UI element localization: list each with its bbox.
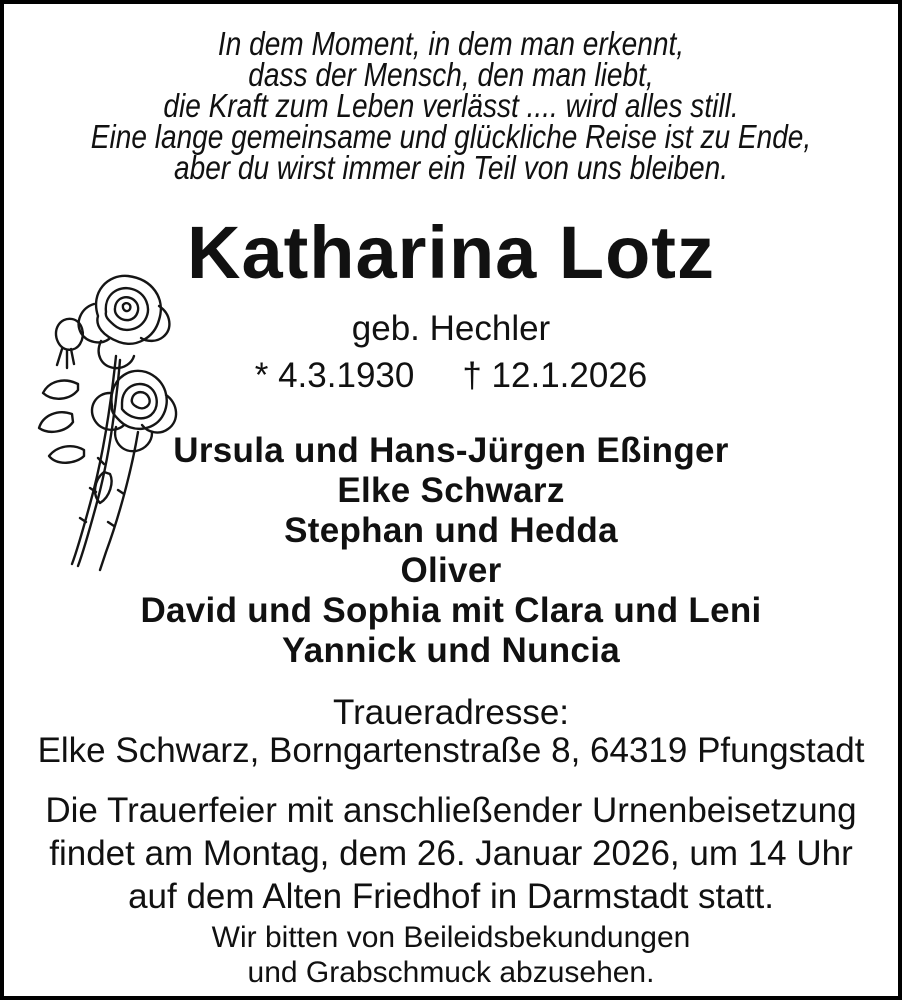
closing-line: Wir bitten von Beileidsbekundungen: [211, 921, 691, 954]
mourning-address: [4, 694, 898, 770]
mourner-name: Ursula und Hans-Jürgen Eßinger: [173, 431, 729, 470]
funeral-line: Die Trauerfeier mit anschließender Urnenbeisetzung: [45, 791, 857, 830]
life-dates: [4, 356, 898, 396]
born-date-value: 4.3.1930: [278, 356, 415, 395]
closing-note: [4, 920, 898, 990]
died-symbol: †: [462, 356, 482, 395]
mourners-list: [4, 431, 898, 671]
deceased-name: Katharina Lotz: [187, 211, 715, 294]
died-date-value: 12.1.2026: [491, 356, 648, 395]
funeral-details: [4, 789, 898, 918]
mourner-name: David und Sophia mit Clara und Leni: [140, 591, 762, 630]
mourning-address-line: Elke Schwarz, Borngartenstraße 8, 64319 Pfungstadt: [37, 731, 865, 770]
mourning-address-label: Traueradresse:: [332, 693, 570, 732]
maiden-name: geb. Hechler: [351, 309, 551, 348]
birth-date: [255, 356, 415, 396]
mourner-name: Stephan und Hedda: [284, 511, 618, 550]
mourner-name: Oliver: [400, 551, 502, 590]
death-date: [462, 356, 647, 396]
born-symbol: *: [254, 356, 269, 395]
epigraph-line: aber du wirst immer ein Teil von uns bleiben.: [173, 149, 729, 186]
funeral-line: auf dem Alten Friedhof in Darmstadt statt.: [128, 877, 774, 916]
epigraph-line: In dem Moment, in dem man erkennt,: [217, 25, 685, 62]
funeral-line: findet am Montag, dem 26. Januar 2026, um 14 Uhr: [49, 834, 853, 873]
closing-line: und Grabschmuck abzusehen.: [247, 956, 655, 989]
mourner-name: Elke Schwarz: [337, 471, 565, 510]
epigraph: [71, 25, 831, 186]
epigraph-line: die Kraft zum Leben verlässt .... wird alles still.: [163, 87, 739, 124]
epigraph-line: dass der Mensch, den man liebt,: [248, 56, 654, 93]
mourner-name: Yannick und Nuncia: [282, 631, 620, 670]
epigraph-line: Eine lange gemeinsame und glückliche Reise ist zu Ende,: [90, 118, 812, 155]
